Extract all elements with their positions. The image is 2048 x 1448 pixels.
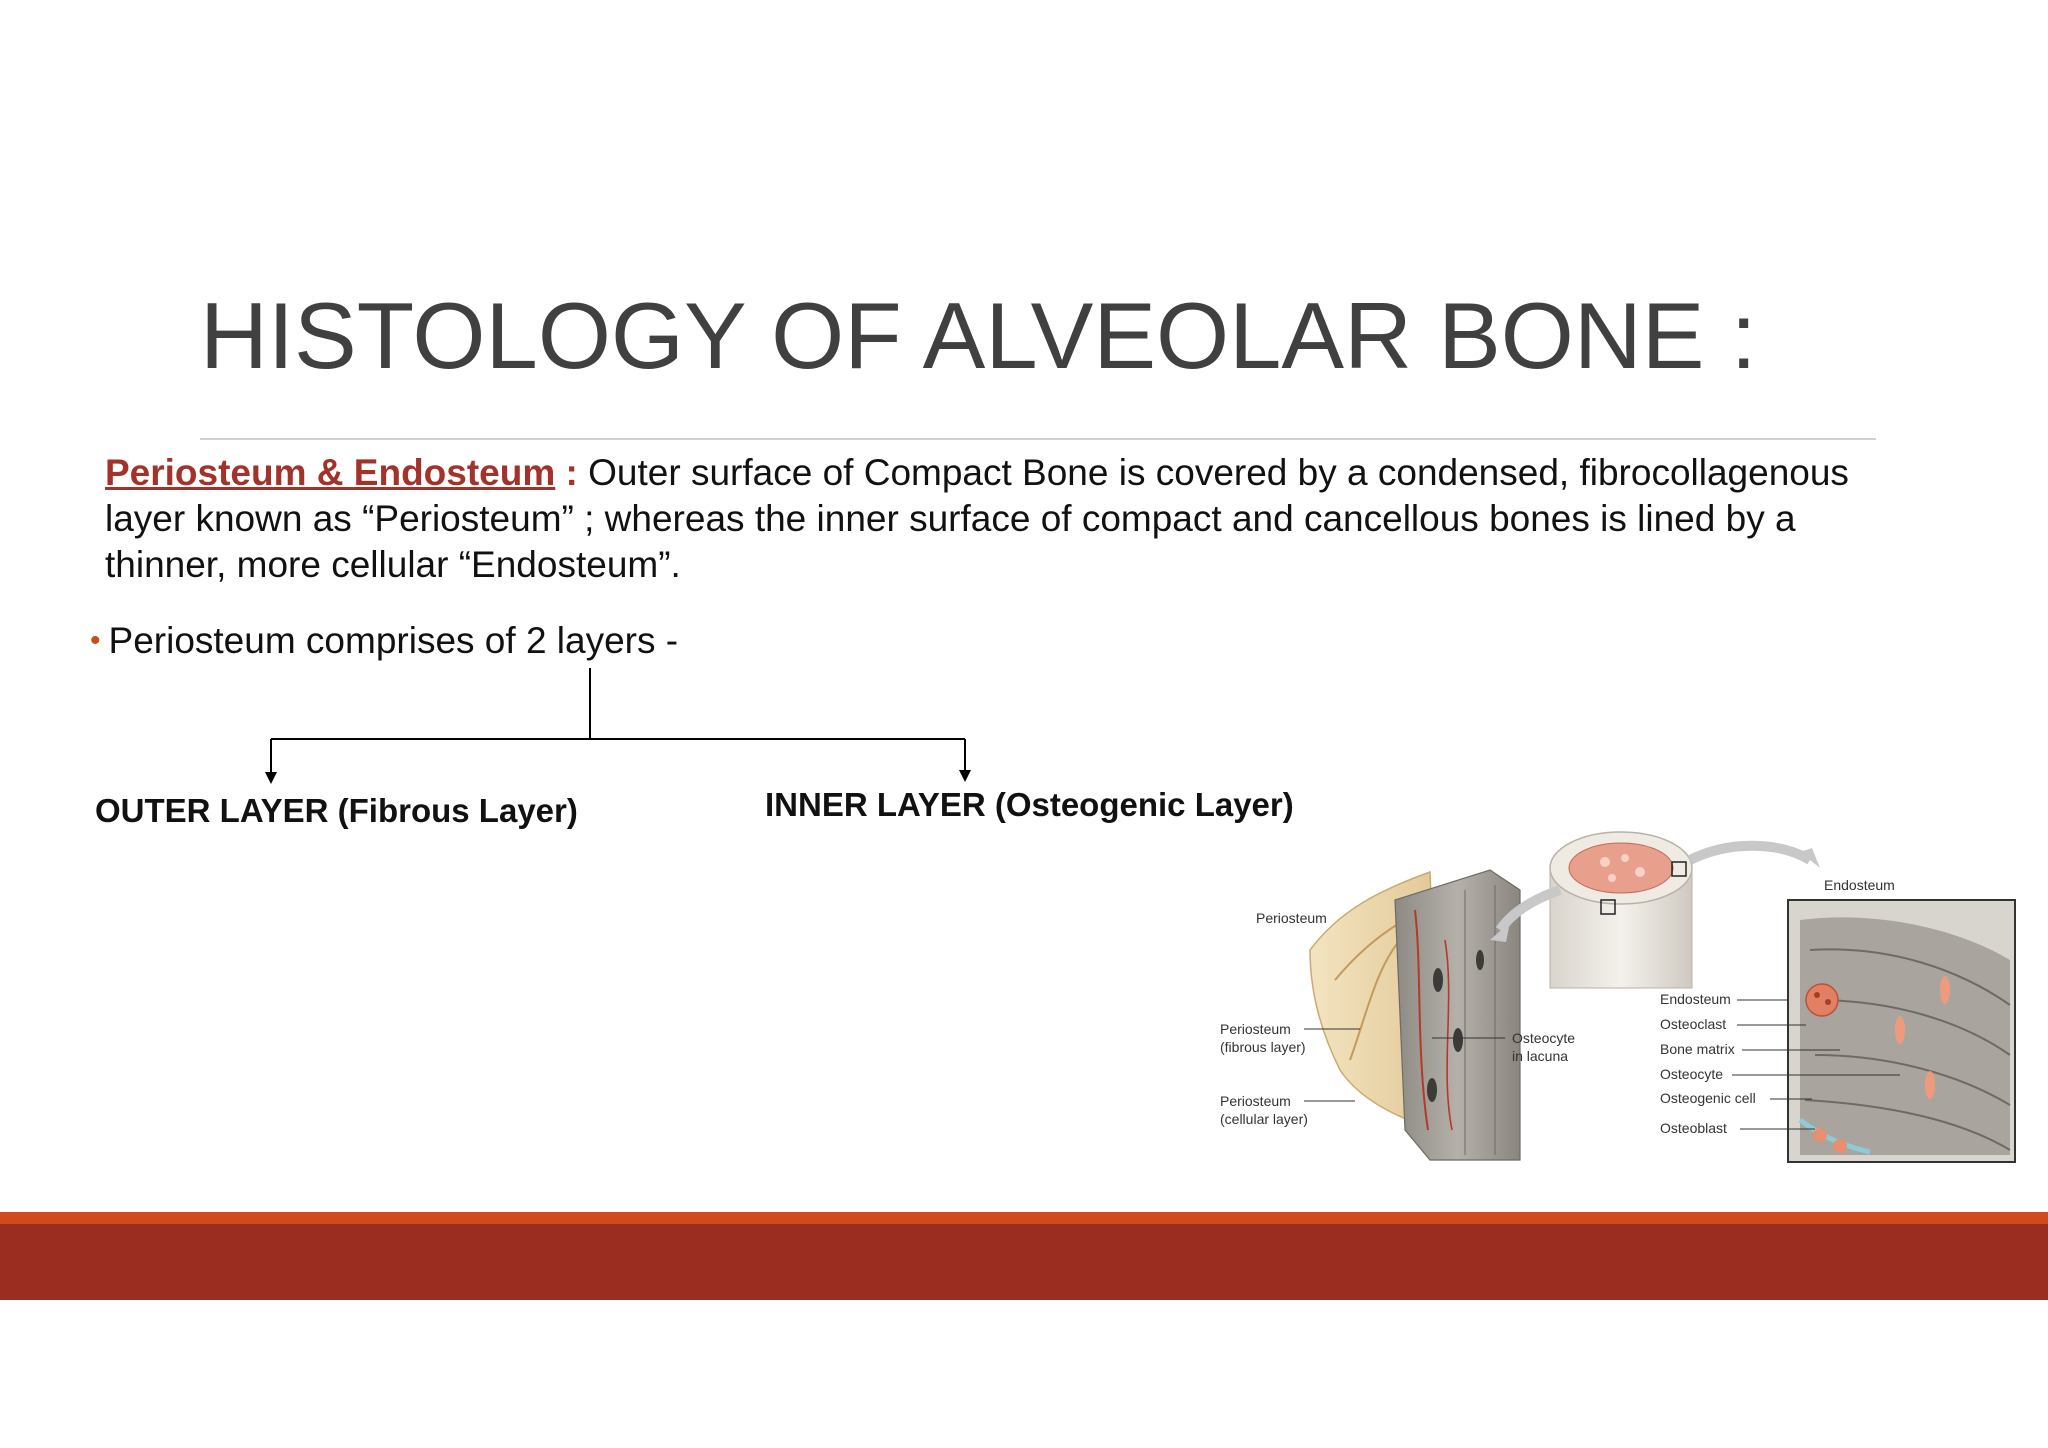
- slide-title: HISTOLOGY OF ALVEOLAR BONE :: [200, 283, 1757, 388]
- bone-histology-figure: [1200, 830, 2020, 1170]
- label-bone-matrix: Bone matrix: [1660, 1041, 1735, 1057]
- endosteum-detail-illustration: [1788, 900, 2015, 1162]
- label-periosteum-fibrous-1: Periosteum: [1220, 1021, 1291, 1037]
- label-endosteum-top: Endosteum: [1824, 877, 1895, 893]
- label-osteogenic-cell: Osteogenic cell: [1660, 1090, 1756, 1106]
- footer-accent-band: [0, 1212, 2048, 1224]
- label-osteocyte: Osteocyte: [1660, 1066, 1724, 1082]
- label-periosteum-cellular-1: Periosteum: [1220, 1093, 1291, 1109]
- label-osteoclast: Osteoclast: [1660, 1016, 1727, 1032]
- intro-text: Outer surface of Compact Bone is covered by a condensed, fibrocollagenous layer known as “Periosteum” ; whereas the inner surface of compact and cancellous bones is lined by a thinner, more cellular “Endosteum”.: [105, 452, 1849, 585]
- label-endosteum: Endosteum: [1660, 991, 1731, 1007]
- footer-band: [0, 1224, 2048, 1300]
- label-periosteum: Periosteum: [1256, 910, 1327, 926]
- label-periosteum-cellular-2: (cellular layer): [1220, 1111, 1308, 1127]
- inner-layer-label: INNER LAYER (Osteogenic Layer): [765, 786, 1294, 823]
- periosteum-section-illustration: [1310, 870, 1520, 1160]
- label-osteocyte-lacuna-2: in lacuna: [1512, 1048, 1569, 1064]
- bullet-dot-icon: •: [90, 624, 101, 657]
- bullet-text: Periosteum comprises of 2 layers -: [108, 620, 679, 661]
- label-osteoblast: Osteoblast: [1660, 1120, 1727, 1136]
- arrow-down-icon: [959, 770, 971, 782]
- outer-layer-label: OUTER LAYER (Fibrous Layer): [95, 792, 578, 829]
- term-colon: :: [555, 452, 578, 493]
- arrow-down-icon: [265, 772, 277, 784]
- bone-cylinder-illustration: [1490, 832, 1820, 988]
- label-periosteum-fibrous-2: (fibrous layer): [1220, 1039, 1306, 1055]
- label-osteocyte-lacuna-1: Osteocyte: [1512, 1030, 1576, 1046]
- term-periosteum-endosteum: Periosteum & Endosteum: [105, 452, 556, 493]
